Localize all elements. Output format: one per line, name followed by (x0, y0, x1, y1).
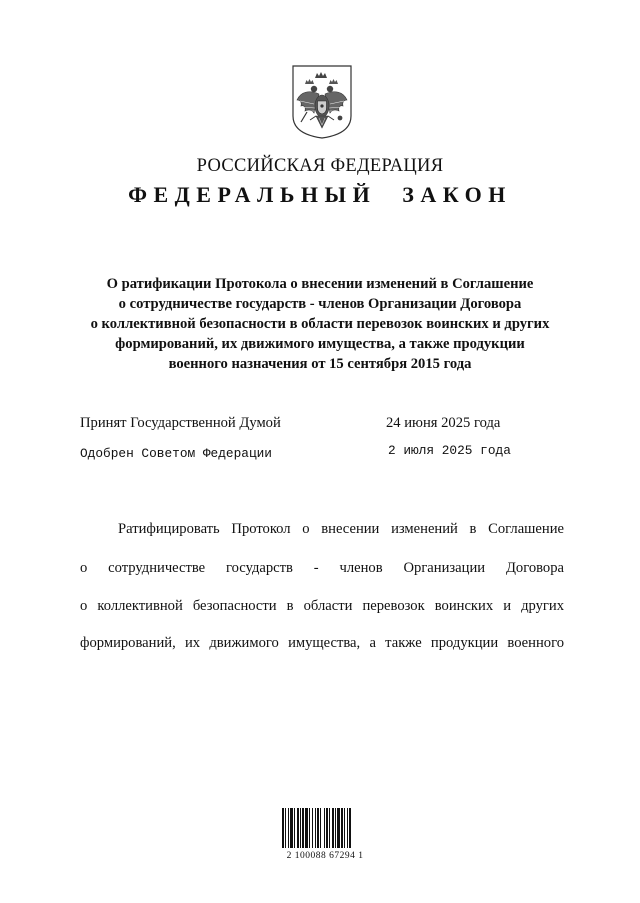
body-line: Ратифицировать Протокол о внесении изменений в Соглашение (118, 521, 564, 537)
barcode-bar (305, 808, 308, 848)
barcode-bar (337, 808, 340, 848)
law-title-line: О ратификации Протокола о внесении изменений в Соглашение (106, 276, 534, 292)
barcode-bar (309, 808, 310, 848)
barcode-bar (324, 808, 325, 848)
duma-adoption-date: 24 июня 2025 года (386, 415, 501, 431)
barcode-bar (312, 808, 313, 848)
barcode-bar (315, 808, 316, 848)
body-line: формирований, их движимого имущества, а также продукции военного (80, 635, 564, 651)
barcode-bar (297, 808, 299, 848)
barcode-bar (341, 808, 343, 848)
barcode-bar (335, 808, 336, 848)
country-name: РОССИЙСКАЯ ФЕДЕРАЦИЯ (196, 156, 444, 176)
barcode-bar (320, 808, 321, 848)
law-title-line: о коллективной безопасности в области перевозок воинских и других (90, 316, 550, 332)
barcode-bar (285, 808, 286, 848)
barcode-number: 2 100088 67294 1 (286, 851, 364, 861)
duma-adoption-label: Принят Государственной Думой (80, 415, 281, 431)
council-approval-date: 2 июля 2025 года (388, 443, 511, 458)
document-type-heading: ФЕДЕРАЛЬНЫЙ ЗАКОН (128, 182, 512, 207)
barcode-bar (282, 808, 284, 848)
barcode-bar (344, 808, 345, 848)
russian-coat-of-arms-icon (290, 64, 354, 140)
barcode-bar (288, 808, 289, 848)
barcode-bar (329, 808, 330, 848)
law-title-line: формирований, их движимого имущества, а также продукции (115, 336, 525, 352)
barcode-bar (326, 808, 328, 848)
law-title-line: о сотрудничестве государств - членов Организации Договора (118, 296, 522, 312)
law-title-line: военного назначения от 15 сентября 2015 года (168, 356, 472, 372)
barcode-bar (290, 808, 293, 848)
body-line: о сотрудничестве государств - членов Организации Договора (80, 560, 564, 576)
barcode-bar (317, 808, 319, 848)
coat-of-arms-emblem (290, 64, 354, 140)
barcode-bar (300, 808, 301, 848)
barcode-icon (280, 808, 368, 850)
barcode-bar (347, 808, 348, 848)
barcode-bar (349, 808, 351, 848)
body-line: о коллективной безопасности в области перевозок воинских и других (80, 598, 564, 614)
barcode-bar (302, 808, 304, 848)
barcode-bar (294, 808, 295, 848)
barcode-bar (332, 808, 334, 848)
council-approval-label: Одобрен Советом Федерации (80, 446, 272, 461)
law-title (60, 274, 580, 374)
